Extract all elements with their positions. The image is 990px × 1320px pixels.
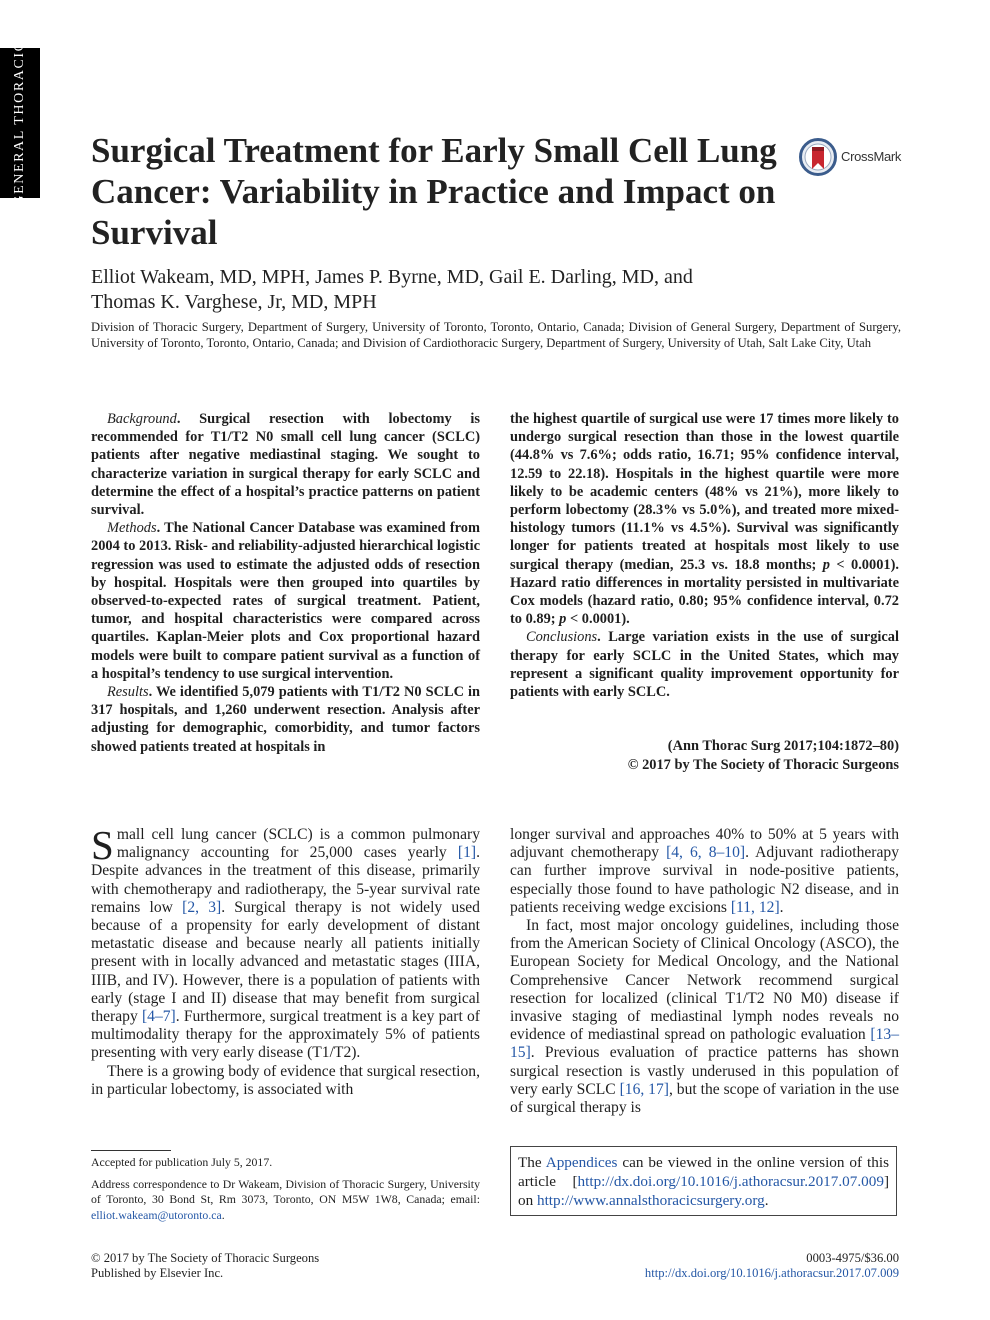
address-text: Address correspondence to Dr Wakeam, Division of Thoracic Surgery, University of Toronto, 30 Bond St, Rm 3073, Toronto, ON M5W 1W8, Canada; email:: [91, 1176, 480, 1206]
drop-cap: S: [91, 822, 114, 868]
conclusions-text: Large variation exists in the use of surgical therapy for early SCLC in the United States, which may represent a significant quality improvement opportunity for patients with early SCLC.: [510, 629, 899, 701]
footer-issn-price: 0003-4975/$36.00: [806, 1251, 899, 1265]
results-text-b3: < 0.0001).: [566, 611, 630, 628]
footer-doi-link[interactable]: http://dx.doi.org/10.1016/j.athoracsur.2017.07.009: [644, 1266, 899, 1280]
body-paragraph: [510, 917, 899, 1117]
crossmark-label: CrossMark: [841, 149, 902, 164]
footer-copyright: © 2017 by The Society of Thoracic Surgeons: [91, 1251, 320, 1265]
results-text-b2: < 0.0001). Hazard ratio differences in mortality persisted in multivariate Cox models (hazard ratio, 0.80; 95% confidence interval, 0.72 to 0.89;: [510, 556, 899, 628]
reference-link[interactable]: [13–15]: [510, 1026, 899, 1062]
abstract-conclusions: Conclusions. Large variation exists in the use of surgical therapy for early SCLC in the United States, which may represent a significant quality improvement opportunity for patients with early SCLC.: [510, 629, 899, 701]
p-symbol: p: [822, 556, 830, 573]
reference-link[interactable]: [16, 17]: [619, 1080, 669, 1098]
body-paragraph: [510, 826, 899, 917]
affiliations: Division of Thoracic Surgery, Department of Surgery, University of Toronto, Toronto, Ontario, Canada; Division of General Surgery, Department of Surgery, University of Toronto, Toronto, Ontario, Canada; and Division of Cardiothoracic Surgery, Department of Surgery, University of Utah, Salt Lake City, Utah: [91, 320, 901, 350]
body-text: . Adjuvant radiotherapy can further improve survival in node-positive patients, especially those found to have pathologic N2 disease, and in patients receiving wedge excisions: [510, 844, 899, 916]
correspondence-address: [91, 1177, 480, 1224]
crossmark-badge[interactable]: [799, 138, 909, 176]
abstract-methods: Methods. The National Cancer Database was examined from 2004 to 2013. Risk- and reliability-adjusted hierarchical logistic regression was used to estimate the adjusted odds of resection by hospital. Hospitals were then grouped into quartiles by observed-to-expected rates of surgical treatment. Patient, tumor, and hospital characteristics were compared across quartiles. Kaplan-Meier plots and Cox proportional hazard models were built to compare patient survival as a function of a hospital’s tendency to use surgical intervention.: [91, 520, 480, 682]
citation-text: (Ann Thorac Surg 2017;104:1872–80): [667, 738, 899, 754]
body-text: . Furthermore, surgical treatment is a key part of multimodality therapy for the approximately 5% of patients presenting with very early disease (T1/T2).: [91, 1008, 480, 1062]
body-paragraph: [91, 822, 480, 1063]
body-text: . Previous evaluation of practice patterns has shown surgical resection is vastly underused in this population of very early SCLC: [510, 1044, 899, 1098]
doi-link[interactable]: http://dx.doi.org/10.1016/j.athoracsur.2017.07.009: [577, 1173, 884, 1190]
authors-line-2: Thomas K. Varghese, Jr, MD, MPH: [91, 291, 377, 313]
body-text: longer survival and approaches 40% to 50% at 5 years with adjuvant chemotherapy: [510, 826, 899, 862]
footnotes: [91, 1155, 480, 1229]
body-text: In fact, most major oncology guidelines, including those from the American Society of Clinical Oncology (ASCO), the European Society for Medical Oncology, and the National Comprehensive Cancer Network recommend surgical resection for localized (clinical T1/T2 N0 M0) disease if invasive staging of mediastinal lymph nodes reveals no evidence of mediastinal spread on pathologic evaluation: [510, 917, 899, 1044]
abstract-right-column: [510, 410, 899, 701]
appendix-text: can be viewed in the online version of this article [: [518, 1154, 889, 1190]
body-text: , but the scope of variation in the use of surgical therapy is: [510, 1080, 899, 1117]
p-symbol: p: [559, 611, 567, 628]
background-text: Surgical resection with lobectomy is recommended for T1/T2 N0 small cell lung cancer (SCLC) patients after negative mediastinal staging. We sought to characterize variation in surgical therapy for early SCLC and determine the effect of a hospital’s practice patterns on patient survival.: [91, 411, 480, 519]
results-text: We identified 5,079 patients with T1/T2 N0 SCLC in 317 hospitals, and 1,260 underwent resection. Analysis after adjusting for demographic, comorbidity, and tumor factors showed patients treated at hospitals in: [91, 684, 480, 755]
results-label: Results: [107, 684, 149, 701]
author-list: [91, 265, 891, 315]
abstract-background: Background. Surgical resection with lobectomy is recommended for T1/T2 N0 small cell lung cancer (SCLC) patients after negative mediastinal staging. We sought to characterize variation in surgical therapy for early SCLC and determine the effect of a hospital’s practice patterns on patient survival.: [91, 411, 480, 519]
email-link[interactable]: elliot.wakeam@utoronto.ca: [91, 1207, 222, 1222]
reference-link[interactable]: [4–7]: [141, 1008, 176, 1026]
body-right-column: [510, 826, 899, 1117]
journal-citation: [628, 737, 899, 775]
appendix-notice-box: [510, 1146, 897, 1216]
appendices-link[interactable]: Appendices: [545, 1154, 618, 1171]
body-left-column: [91, 822, 480, 1099]
article-title: Surgical Treatment for Early Small Cell Lung Cancer: Variability in Practice and Impact on Survival: [91, 131, 777, 252]
abstract-results-continued: [510, 410, 899, 628]
journal-site-link[interactable]: http://www.annalsthoracicsurgery.org: [536, 1192, 765, 1209]
body-text: . Despite advances in the treatment of this disease, primarily with chemotherapy and radiotherapy, the 5-year survival rate remains low: [91, 844, 480, 916]
footnote-divider: [91, 1150, 171, 1151]
authors-line-1: Elliot Wakeam, MD, MPH, James P. Byrne, MD, Gail E. Darling, MD, and: [91, 266, 693, 288]
abstract-copyright: © 2017 by The Society of Thoracic Surgeons: [627, 757, 899, 773]
section-tab-label: GENERAL THORACIC: [12, 40, 27, 206]
background-label: Background: [107, 411, 177, 427]
appendix-text: .: [764, 1192, 769, 1209]
reference-link[interactable]: [11, 12]: [730, 898, 780, 916]
footer-left: [91, 1251, 319, 1281]
body-text: . Surgical therapy is not widely used because of a propensity for early development of distant metastatic disease and because nearly all patients initially present with in locally advanced and metastatic stages (IIIA, IIIB, and IV). However, there is a population of patients with early (stage I and II) disease that may benefit from surgical therapy: [91, 898, 480, 1026]
body-text: .: [779, 898, 784, 916]
footer-right: [645, 1251, 899, 1281]
crossmark-icon: [799, 138, 837, 176]
appendix-text: ] on: [518, 1173, 889, 1209]
address-text: .: [221, 1207, 225, 1222]
body-text: mall cell lung cancer (SCLC) is a common pulmonary malignancy accounting for 25,000 cases yearly: [116, 826, 480, 862]
results-text-b1: the highest quartile of surgical use were 17 times more likely to undergo surgical resection than those in the lowest quartile (44.8% vs 7.6%; odds ratio, 16.71; 95% confidence interval, 12.59 to 22.18). Hospitals in the highest quartile were more likely to be academic centers (48% vs 21%), more likely to perform lobectomy (28.3% vs 5.0%), and treated more mixed-histology tumors (11.1% vs 4.5%). Survival was significantly longer for patients treated at hospitals most likely to use surgical therapy (median, 25.3 vs. 18.8 months;: [510, 411, 899, 573]
reference-link[interactable]: [4, 6, 8–10]: [666, 844, 746, 862]
body-paragraph: There is a growing body of evidence that surgical resection, in particular lobectomy, is associated with: [91, 1062, 480, 1098]
reference-link[interactable]: [2, 3]: [182, 898, 222, 916]
abstract-results: Results. We identified 5,079 patients with T1/T2 N0 SCLC in 317 hospitals, and 1,260 underwent resection. Analysis after adjusting for demographic, comorbidity, and tumor factors showed patients treated at hospitals in: [91, 684, 480, 755]
abstract-left-column: [91, 410, 480, 756]
footer-publisher: Published by Elsevier Inc.: [91, 1266, 224, 1280]
section-tab: [0, 40, 40, 206]
appendix-text: The: [518, 1154, 546, 1171]
reference-link[interactable]: [1]: [457, 844, 477, 862]
methods-text: The National Cancer Database was examined from 2004 to 2013. Risk- and reliability-adjusted hierarchical logistic regression was used to estimate the adjusted odds of resection by hospital. Hospitals were then grouped into quartiles by observed-to-expected rates of surgical treatment. Patient, tumor, and hospital characteristics were compared across quartiles. Kaplan-Meier plots and Cox proportional hazard models were built to compare patient survival as a function of a hospital’s tendency to use surgical intervention.: [91, 520, 480, 682]
conclusions-label: Conclusions: [526, 629, 598, 646]
methods-label: Methods: [107, 520, 157, 537]
accepted-date: Accepted for publication July 5, 2017.: [91, 1155, 273, 1169]
